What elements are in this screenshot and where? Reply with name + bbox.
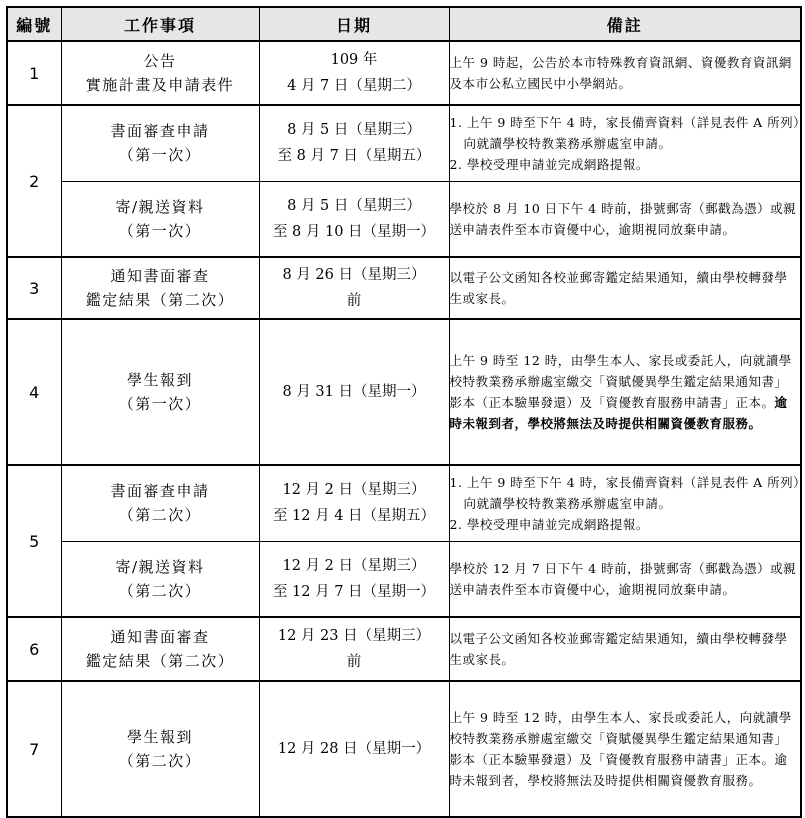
row-number: 2 bbox=[7, 105, 61, 257]
table-row bbox=[7, 465, 801, 541]
header-item: 工作事項 bbox=[61, 7, 259, 41]
row-number: 1 bbox=[7, 41, 61, 105]
row-item: 通知書面審查 鑑定結果（第二次） bbox=[61, 257, 259, 319]
row-item: 寄/親送資料 （第一次） bbox=[61, 181, 259, 257]
row-note: 1. 上午 9 時至下午 4 時，家長備齊資料（詳見表件 A 所列）向就讀學校特教業務承辦處室申請。 2. 學校受理申請並完成網路提報。 bbox=[449, 465, 801, 541]
table-row bbox=[7, 41, 801, 105]
row-note: 1. 上午 9 時至下午 4 時，家長備齊資料（詳見表件 A 所列）向就讀學校特教業務承辦處室申請。 2. 學校受理申請並完成網路提報。 bbox=[449, 105, 801, 181]
row-item: 寄/親送資料 （第二次） bbox=[61, 541, 259, 617]
row-note: 學校於 12 月 7 日下午 4 時前，掛號郵寄（郵戳為憑）或親送申請表件至本市資優中心，逾期視同放棄申請。 bbox=[449, 541, 801, 617]
row-date: 8 月 31 日（星期一） bbox=[259, 319, 449, 465]
row-note: 學校於 8 月 10 日下午 4 時前，掛號郵寄（郵戳為憑）或親送申請表件至本市資優中心，逾期視同放棄申請。 bbox=[449, 181, 801, 257]
table-row bbox=[7, 181, 801, 257]
header-note: 備註 bbox=[449, 7, 801, 41]
row-date: 12 月 23 日（星期三） 前 bbox=[259, 617, 449, 681]
row-item: 通知書面審查 鑑定結果（第二次） bbox=[61, 617, 259, 681]
table-row bbox=[7, 681, 801, 817]
table-row bbox=[7, 105, 801, 181]
row-number: 6 bbox=[7, 617, 61, 681]
row-note: 以電子公文函知各校並郵寄鑑定結果通知，續由學校轉發學生或家長。 bbox=[449, 617, 801, 681]
row-item: 書面審查申請 （第一次） bbox=[61, 105, 259, 181]
table-row bbox=[7, 617, 801, 681]
table-row bbox=[7, 319, 801, 465]
table-row bbox=[7, 257, 801, 319]
row-date: 12 月 2 日（星期三） 至 12 月 4 日（星期五） bbox=[259, 465, 449, 541]
schedule-table bbox=[6, 6, 802, 818]
row-item: 學生報到 （第一次） bbox=[61, 319, 259, 465]
row-number: 5 bbox=[7, 465, 61, 617]
table-row bbox=[7, 541, 801, 617]
row-number: 7 bbox=[7, 681, 61, 817]
row-item: 公告 實施計畫及申請表件 bbox=[61, 41, 259, 105]
row-note: 上午 9 時至 12 時，由學生本人、家長或委託人，向就讀學校特教業務承辦處室繳交「資賦優異學生鑑定結果通知書」影本（正本驗畢發還）及「資優教育服務申請書」正本。逾時未報到者，學校將無法及時提供相關資優教育服務。 bbox=[449, 681, 801, 817]
row-item: 學生報到 （第二次） bbox=[61, 681, 259, 817]
row-date: 109 年 4 月 7 日（星期二） bbox=[259, 41, 449, 105]
row-item: 書面審查申請 （第二次） bbox=[61, 465, 259, 541]
header-num: 編號 bbox=[7, 7, 61, 41]
row-date: 12 月 28 日（星期一） bbox=[259, 681, 449, 817]
row-number: 3 bbox=[7, 257, 61, 319]
row-note: 上午 9 時至 12 時，由學生本人、家長或委託人，向就讀學校特教業務承辦處室繳交「資賦優異學生鑑定結果通知書」影本（正本驗畢發還）及「資優教育服務申請書」正本。逾時未報到者，學校將無法及時提供相關資優教育服務。 bbox=[449, 319, 801, 465]
row-date: 8 月 5 日（星期三） 至 8 月 10 日（星期一） bbox=[259, 181, 449, 257]
row-number: 4 bbox=[7, 319, 61, 465]
row-note: 上午 9 時起，公告於本市特殊教育資訊網、資優教育資訊網及本市公私立國民中小學網站。 bbox=[449, 41, 801, 105]
row-note: 以電子公文函知各校並郵寄鑑定結果通知，續由學校轉發學生或家長。 bbox=[449, 257, 801, 319]
row-date: 8 月 26 日（星期三） 前 bbox=[259, 257, 449, 319]
header-date: 日期 bbox=[259, 7, 449, 41]
header-row bbox=[7, 7, 801, 41]
row-date: 8 月 5 日（星期三） 至 8 月 7 日（星期五） bbox=[259, 105, 449, 181]
row-date: 12 月 2 日（星期三） 至 12 月 7 日（星期一） bbox=[259, 541, 449, 617]
